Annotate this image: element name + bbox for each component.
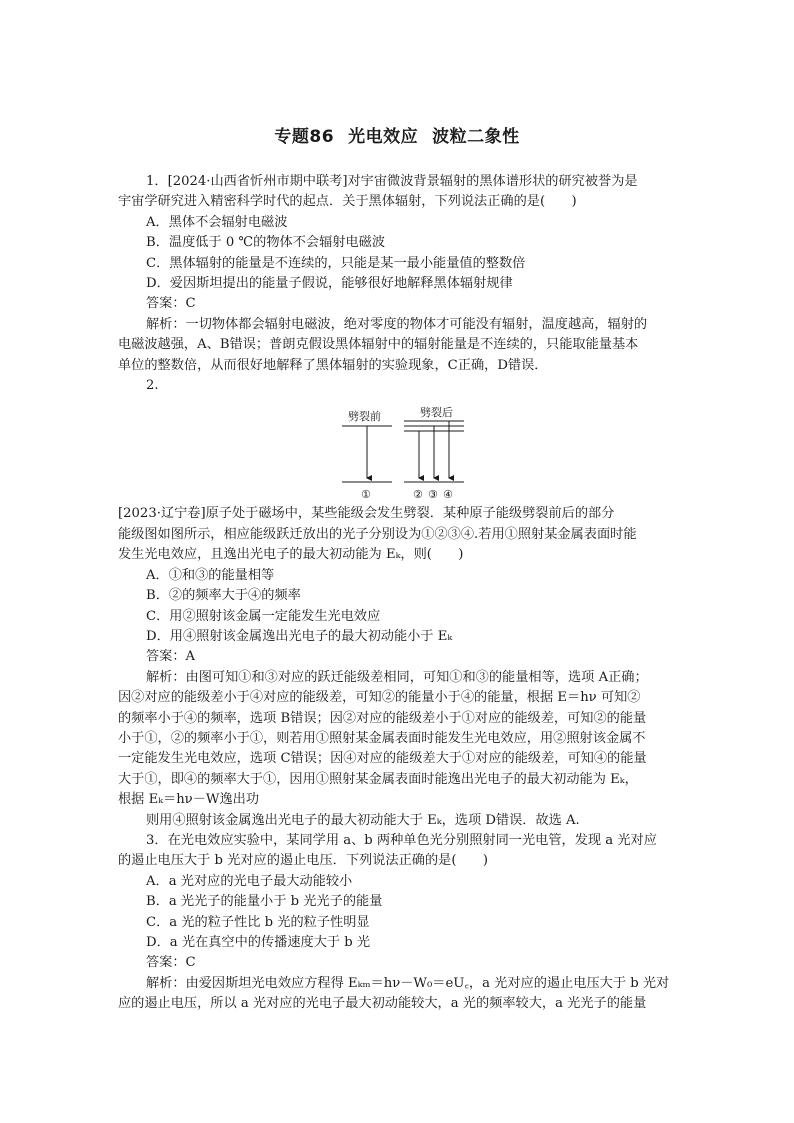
analysis: 解析：由爱因斯坦光电效应方程得 Eₖₘ＝hν－W₀＝eU꜀，a 光对应的遏止电压大于 b 光对 [146,975,670,991]
answer: 答案：C [146,296,196,312]
analysis: 大于①，即④的频率大于①，因用①照射某金属表面时能逸出光电子的最大初动能为 Eₖ， [118,771,638,787]
question-stem: [2023·辽宁卷]原子处于磁场中，某些能级会发生劈裂．某种原子能级劈裂前后的部分 [118,506,615,522]
answer: 答案：A [146,649,196,665]
option-b: B．温度低于 0 ℃的物体不会辐射电磁波 [146,235,386,251]
label-after-split: 劈裂后 [420,406,453,420]
option-d: D．用④照射该金属逸出光电子的最大初动能小于 Eₖ [146,628,453,644]
question-2 [118,376,684,831]
option-a: A．a 光对应的光电子最大动能较小 [146,873,353,889]
analysis: 小于①，②的频率小于①，则若用①照射某金属表面时能发生光电效应，用②照射该金属不 [118,730,646,746]
option-c: C．用②照射该金属一定能发生光电效应 [146,608,381,624]
question-1 [118,172,684,376]
option-b: B．a 光光子的能量小于 b 光光子的能量 [146,894,383,910]
energy-level-diagram [118,400,684,504]
analysis: 根据 Eₖ＝hν－W逸出功 [118,792,260,808]
analysis: 单位的整数倍，从而很好地解释了黑体辐射的实验现象，C正确，D错误． [118,357,548,373]
option-a: A．黑体不会辐射电磁波 [146,214,288,230]
analysis: 电磁波越强，A、B错误；普朗克假设黑体辐射中的辐射能量是不连续的，只能取能量基本 [118,337,639,353]
question-stem: 的遏止电压大于 b 光对应的遏止电压．下列说法正确的是( ) [118,853,488,869]
page-title [0,122,794,147]
question-stem: 3．在光电效应实验中，某同学用 a、b 两种单色光分别照射同一光电管，发现 a 光对应 [146,832,657,848]
option-d: D．a 光在真空中的传播速度大于 b 光 [146,935,371,950]
option-c: C．a 光的粒子性比 b 光的粒子性明显 [146,914,370,930]
analysis: 则用④照射该金属逸出光电子的最大初动能大于 Eₖ，选项 D错误．故选 A. [146,812,580,828]
question-number: 2. [146,378,159,394]
analysis: 解析：一切物体都会辐射电磁波，绝对零度的物体才可能没有辐射，温度越高，辐射的 [146,316,648,332]
question-stem: 发生光电效应，且逸出光电子的最大初动能为 Eₖ，则( ) [118,547,464,563]
analysis: 因②对应的能级差小于④对应的能级差，可知②的能量小于④的能量，根据 E＝hν 可知② [118,690,641,706]
title-topic-name: 光电效应 [348,127,419,147]
arrow-label-4: ④ [443,488,453,502]
energy-level-svg [328,400,478,504]
option-a: A．①和③的能量相等 [146,567,275,583]
question-3 [118,831,684,1015]
question-stem: 能级图如图所示，相应能级跃迁放出的光子分别设为①②③④.若用①照射某金属表面时能 [118,526,637,542]
label-before-split: 劈裂前 [348,410,381,424]
analysis: 应的遏止电压，所以 a 光对应的光电子最大初动能较大，a 光的频率较大，a 光光子的能量 [118,996,647,1012]
analysis: 一定能发生光电效应，选项 C错误；因④对应的能级差大于①对应的能级差，可知④的能量 [118,751,647,767]
document-body [118,172,684,1015]
title-topic-number: 专题86 [274,127,335,147]
option-c: C．黑体辐射的能量是不连续的，只能是某一最小能量值的整数倍 [146,255,526,271]
question-stem: 1．[2024·山西省忻州市期中联考]对宇宙微波背景辐射的黑体谱形状的研究被誉为是 [146,174,638,189]
arrow-label-3: ③ [428,488,438,502]
option-d: D．爱因斯坦提出的能量子假说，能够很好地解释黑体辐射规律 [146,276,513,292]
option-b: B．②的频率大于④的频率 [146,588,301,604]
answer: 答案：C [146,955,196,971]
analysis: 解析：由图可知①和③对应的跃迁能级差相同，可知①和③的能量相等，选项 A正确； [146,669,648,685]
arrow-label-1: ① [361,488,371,502]
arrow-label-2: ② [413,488,423,502]
question-stem: 宇宙学研究进入精密科学时代的起点．关于黑体辐射，下列说法正确的是( ) [118,194,577,210]
title-topic-subname: 波粒二象性 [432,127,520,147]
analysis: 的频率小于④的频率，选项 B错误；因②对应的能级差小于①对应的能级差，可知②的能量 [118,710,647,726]
